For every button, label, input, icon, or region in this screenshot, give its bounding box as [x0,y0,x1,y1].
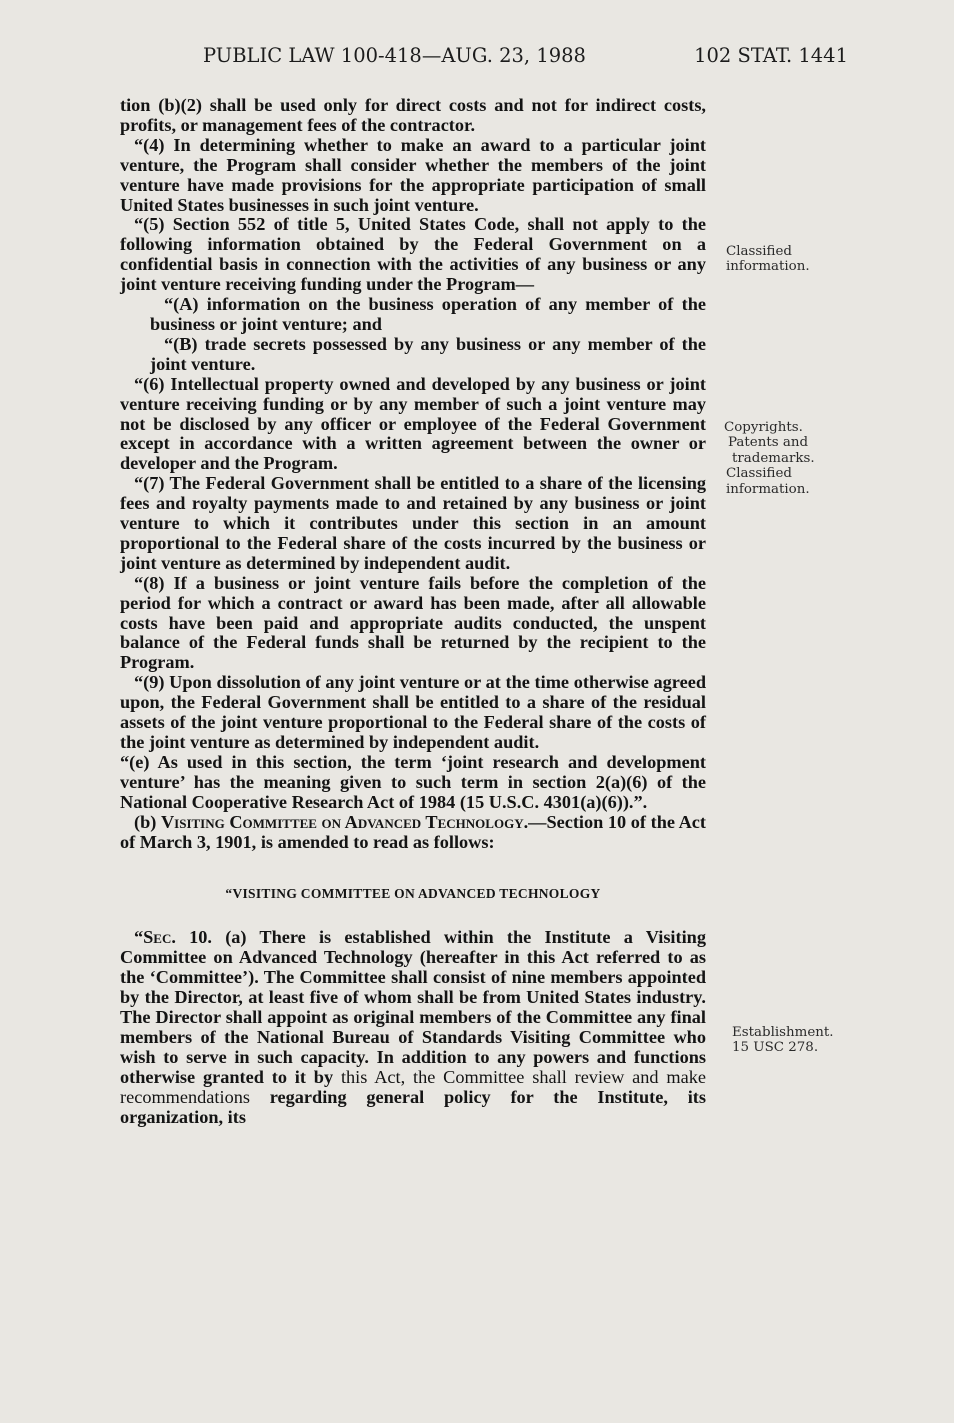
paragraph-4: “(4) In determining whether to make an award to a particular joint venture, the Program shall consider whether the members of the joint venture have made provisions for the appropriate participation of small United States businesses in such joint venture. [120,134,706,215]
margin-note-line: Establishment. [732,1025,834,1040]
margin-note-line: 15 USC 278. [732,1040,819,1056]
margin-note-copyrights [724,420,815,497]
margin-note-line: information. [726,259,810,275]
margin-note-classified [726,244,810,275]
statute-body [120,96,706,1127]
margin-note-line: Classified [726,466,792,482]
paragraph-5: “(5) Section 552 of title 5, United States Code, shall not apply to the following information obtained by the Federal Government on a confidential basis in connection with the activities of any business or any joint venture receiving funding under the Program— [120,214,706,295]
subsection-b-text: —Section 10 of the Act of March 3, 1901, is amended to read as follows: [120,811,706,852]
section-heading: “VISITING COMMITTEE ON ADVANCED TECHNOLOGY [225,886,601,902]
margin-note-line: Patents and [728,435,809,451]
paragraph-continuation: tion (b)(2) shall be used only for direct costs and not for indirect costs, profits, or management fees of the contractor. [120,95,706,135]
subsection-b-heading: Visiting Committee on Advanced Technology. [160,811,529,832]
section-10-text-light: this Act, the Committee shall review and make recommendations [120,1066,706,1107]
subsection-b [120,813,706,853]
paragraph-7: “(7) The Federal Government shall be entitled to a share of the licensing fees and royalty payments made to and retained by any business or joint venture to which it contributes under this section in an amount proportional to the Federal share of the costs incurred by the business or joint venture as determined by independent audit. [120,473,706,573]
subsection-e: “(e) As used in this section, the term ‘joint research and development venture’ has the meaning given to such term in section 2(a)(6) of the National Cooperative Research Act of 1984 (15 U.S.C. 4301(a)(6)).”. [120,751,706,812]
running-header-page-number: 102 STAT. 1441 [694,44,848,67]
margin-note-line: Classified [726,244,792,259]
paragraph-9: “(9) Upon dissolution of any joint venture or at the time otherwise agreed upon, the Federal Government shall be entitled to a share of the residual assets of the joint venture proportional to the Federal share of the costs of the joint venture as determined by independent audit. [120,672,706,752]
section-10-text: 10. (a) There is established within the Institute a Visiting Committee on Advanced Technology (hereafter in this Act referred to as the ‘Committee’). The Committee shall consist of nine members appointed by the Director, at least five of whom shall be from United States industry. The Director shall appoint as original members of the Committee any final members of the National Bureau of Standards Visiting Committee who wish to serve in such capacity. In addition to any powers and functions otherwise granted to it by [120,927,706,1087]
section-10-text-end: regarding general policy for the Institute, its organization, its [120,1086,706,1127]
margin-note-establishment [732,1025,834,1056]
paragraph-5-B: “(B) trade secrets possessed by any business or any member of the joint venture. [150,333,706,374]
paragraph-8: “(8) If a business or joint venture fails before the completion of the period for which a contract or award has been made, after all allowable costs have been paid and appropriate audits conducted, the unspent balance of the Federal funds shall be returned by the recipient to the Program. [120,572,706,673]
margin-note-line: trademarks. [732,450,815,466]
running-header-title: PUBLIC LAW 100-418—AUG. 23, 1988 [203,44,586,67]
section-10 [120,928,706,1127]
subsection-b-prefix: (b) [134,811,157,832]
margin-note-line: information. [726,481,810,497]
paragraph-6: “(6) Intellectual property owned and developed by any business or joint venture receiving funding or by any member of such a joint venture may not be disclosed by any officer or employee of the Federal Government except in accordance with a written agreement between the owner or developer and the Program. [120,373,706,474]
margin-note-line: Copyrights. [724,420,803,435]
paragraph-5-A: “(A) information on the business operation of any member of the business or joint venture; and [150,294,706,334]
section-10-prefix: “Sec. [134,927,176,948]
